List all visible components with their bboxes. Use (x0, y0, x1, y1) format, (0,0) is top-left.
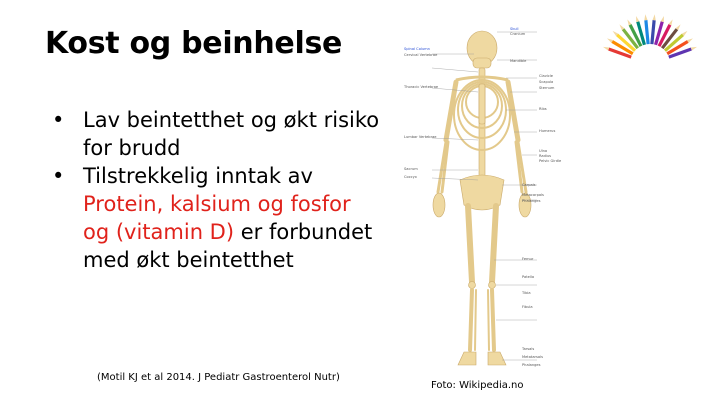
pencil-icon (654, 16, 665, 46)
bullet-marker: • (52, 108, 65, 132)
bullet-item (52, 162, 382, 274)
colored-pencils-icon (590, 8, 710, 68)
skeleton-label: Metatarsals (522, 355, 543, 359)
skeleton-label: Metacarpals (522, 193, 544, 197)
bullet-marker: • (52, 164, 65, 188)
bullet-item (52, 106, 382, 162)
skeleton-label: Lumbar Vertebrae (404, 135, 437, 139)
skeleton-label: Cervical Vertebrae (404, 53, 438, 57)
bullet-list (52, 106, 382, 274)
skeleton-label: Humerus (539, 129, 556, 133)
skeleton-label: Phalanges (522, 363, 541, 367)
bullet-highlight-text: Protein, kalsium og fosfor og (vitamin D) (83, 192, 351, 244)
skeleton-label: Pelvic Girdle (539, 159, 562, 163)
skeleton-label: Sacrum (404, 167, 418, 171)
skeleton-label: Skull (510, 27, 519, 31)
skeleton-label: Femur (522, 257, 534, 261)
citation: (Motil KJ et al 2014. J Pediatr Gastroenterol Nutr) (97, 372, 340, 383)
skeleton-label: Ribs (539, 107, 547, 111)
skeleton-label: Carpals (522, 183, 536, 187)
skeleton-label: Tibia (522, 291, 531, 295)
skeleton-label: Fibula (522, 305, 533, 309)
photo-credit: Foto: Wikipedia.no (431, 380, 524, 391)
skeleton-label: Tarsals (522, 347, 535, 351)
bullet-text: Tilstrekkelig inntak av (83, 164, 313, 188)
skeleton-label: Scapula (539, 80, 554, 84)
skeleton-diagram-icon (402, 20, 562, 370)
skeleton-label: Sternum (539, 86, 555, 90)
slide-title: Kost og beinhelse (45, 26, 343, 61)
skeleton-label: Clavicle (539, 74, 554, 78)
skeleton-label: Mandible (510, 59, 527, 63)
skeleton-label: Patella (522, 275, 535, 279)
bullet-text: er forbundet med økt beintetthet (83, 220, 373, 272)
bullet-text: Lav beintetthet og økt risiko for brudd (83, 108, 380, 160)
skeleton-label: Cranium (510, 32, 526, 36)
skeleton-label: Ulna (539, 149, 548, 153)
skeleton-label: Spinal Column (404, 47, 430, 51)
skeleton-label: Coccyx (404, 175, 417, 179)
skeleton-label: Thoracic Vertebrae (404, 85, 439, 89)
skeleton-label: Phalanges (522, 199, 541, 203)
skeleton-label: Radius (539, 154, 552, 158)
pencil-icon (635, 16, 646, 46)
